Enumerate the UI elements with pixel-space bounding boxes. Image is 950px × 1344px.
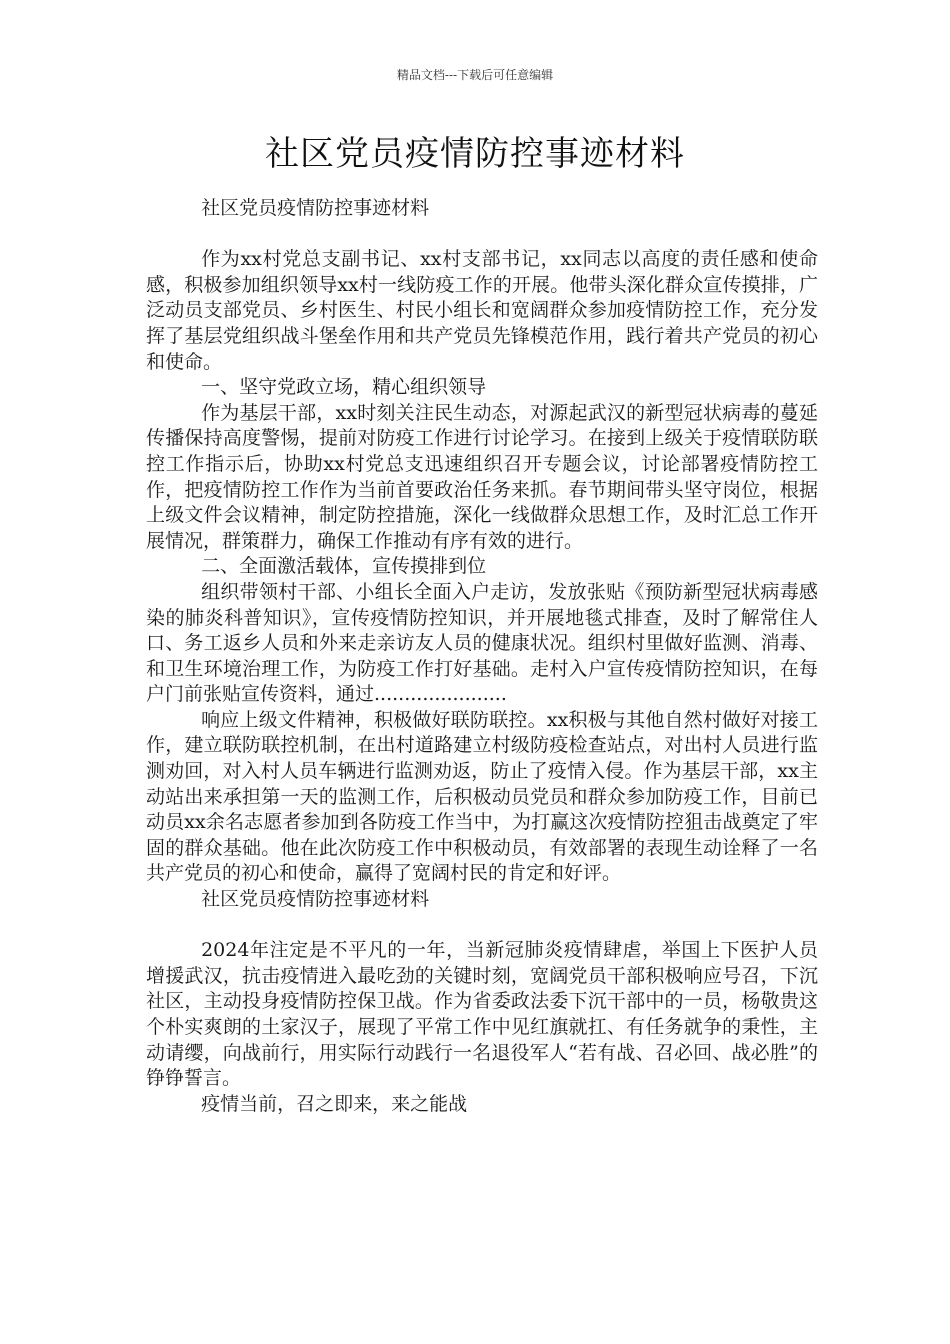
document-body xyxy=(146,196,818,1117)
body-paragraph: 一、坚守党政立场，精心组织领导 xyxy=(201,376,487,399)
section-heading: 社区党员疫情防控事迹材料 xyxy=(201,888,430,911)
body-paragraph: 作为基层干部，xx时刻关注民生动态，对源起武汉的新型冠状病毒的蔓延传播保持高度警惕，提前对防疫工作进行讨论学习。在接到上级关于疫情联防联控工作指示后，协助xx村党总支迅速组织召开专题会议，讨论部署疫情防控工作，把疫情防控工作作为当前首要政治任务来抓。春节期间带头坚守岗位，根据上级文件会议精神，制定防控措施，深化一线做群众思想工作，及时汇总工作开展情况，群策群力，确保工作推动有序有效的进行。 xyxy=(146,401,818,552)
body-paragraph: 作为xx村党总支副书记、xx村支部书记，xx同志以高度的责任感和使命感，积极参加组织领导xx村一线防疫工作的开展。他带头深化群众宣传摸排，广泛动员支部党员、乡村医生、村民小组长和宽阔群众参加疫情防控工作，充分发挥了基层党组织战斗堡垒作用和共产党员先锋模范作用，践行着共产党员的初心和使命。 xyxy=(146,248,818,373)
document-title: 社区党员疫情防控事迹材料 xyxy=(265,134,685,174)
body-paragraph: 组织带领村干部、小组长全面入户走访，发放张贴《预防新型冠状病毒感染的肺炎科普知识》，宣传疫情防控知识，并开展地毯式排查，及时了解常住人口、务工返乡人员和外来走亲访友人员的健康状况。组织村里做好监测、消毒、和卫生环境治理工作，为防疫工作打好基础。走村入户宣传疫情防控知识，在每户门前张贴宣传资料，通过...................... xyxy=(146,580,818,706)
body-paragraph: 疫情当前，召之即来，来之能战 xyxy=(201,1092,468,1115)
body-paragraph: 2024年注定是不平凡的一年，当新冠肺炎疫情肆虐，举国上下医护人员增援武汉，抗击疫情进入最吃劲的关键时刻，宽阔党员干部积极响应号召，下沉社区，主动投身疫情防控保卫战。作为省委政法委下沉干部中的一员，杨敬贵这个朴实爽朗的土家汉子，展现了平常工作中见红旗就扛、有任务就争的秉性，主动请缨，向战前行，用实际行动践行一名退役军人“若有战、召必回、战必胜”的铮铮誓言。 xyxy=(146,939,818,1090)
body-paragraph: 二、全面激活载体，宣传摸排到位 xyxy=(201,555,487,578)
section-heading: 社区党员疫情防控事迹材料 xyxy=(201,197,430,219)
body-paragraph: 响应上级文件精神，积极做好联防联控。xx积极与其他自然村做好对接工作，建立联防联控机制，在出村道路建立村级防疫检查站点，对出村人员进行监测劝回，对入村人员车辆进行监测劝返，防止了疫情入侵。作为基层干部，xx主动站出来承担第一天的监测工作，后积极动员党员和群众参加防疫工作，目前已动员xx余名志愿者参加到各防疫工作当中，为打赢这次疫情防控狙击战奠定了牢固的群众基础。他在此次防疫工作中积极动员，有效部署的表现生动诠释了一名共产党员的初心和使命，赢得了宽阔村民的肯定和好评。 xyxy=(146,708,818,885)
page-header-note: 精品文档---下载后可任意编辑 xyxy=(396,68,554,82)
